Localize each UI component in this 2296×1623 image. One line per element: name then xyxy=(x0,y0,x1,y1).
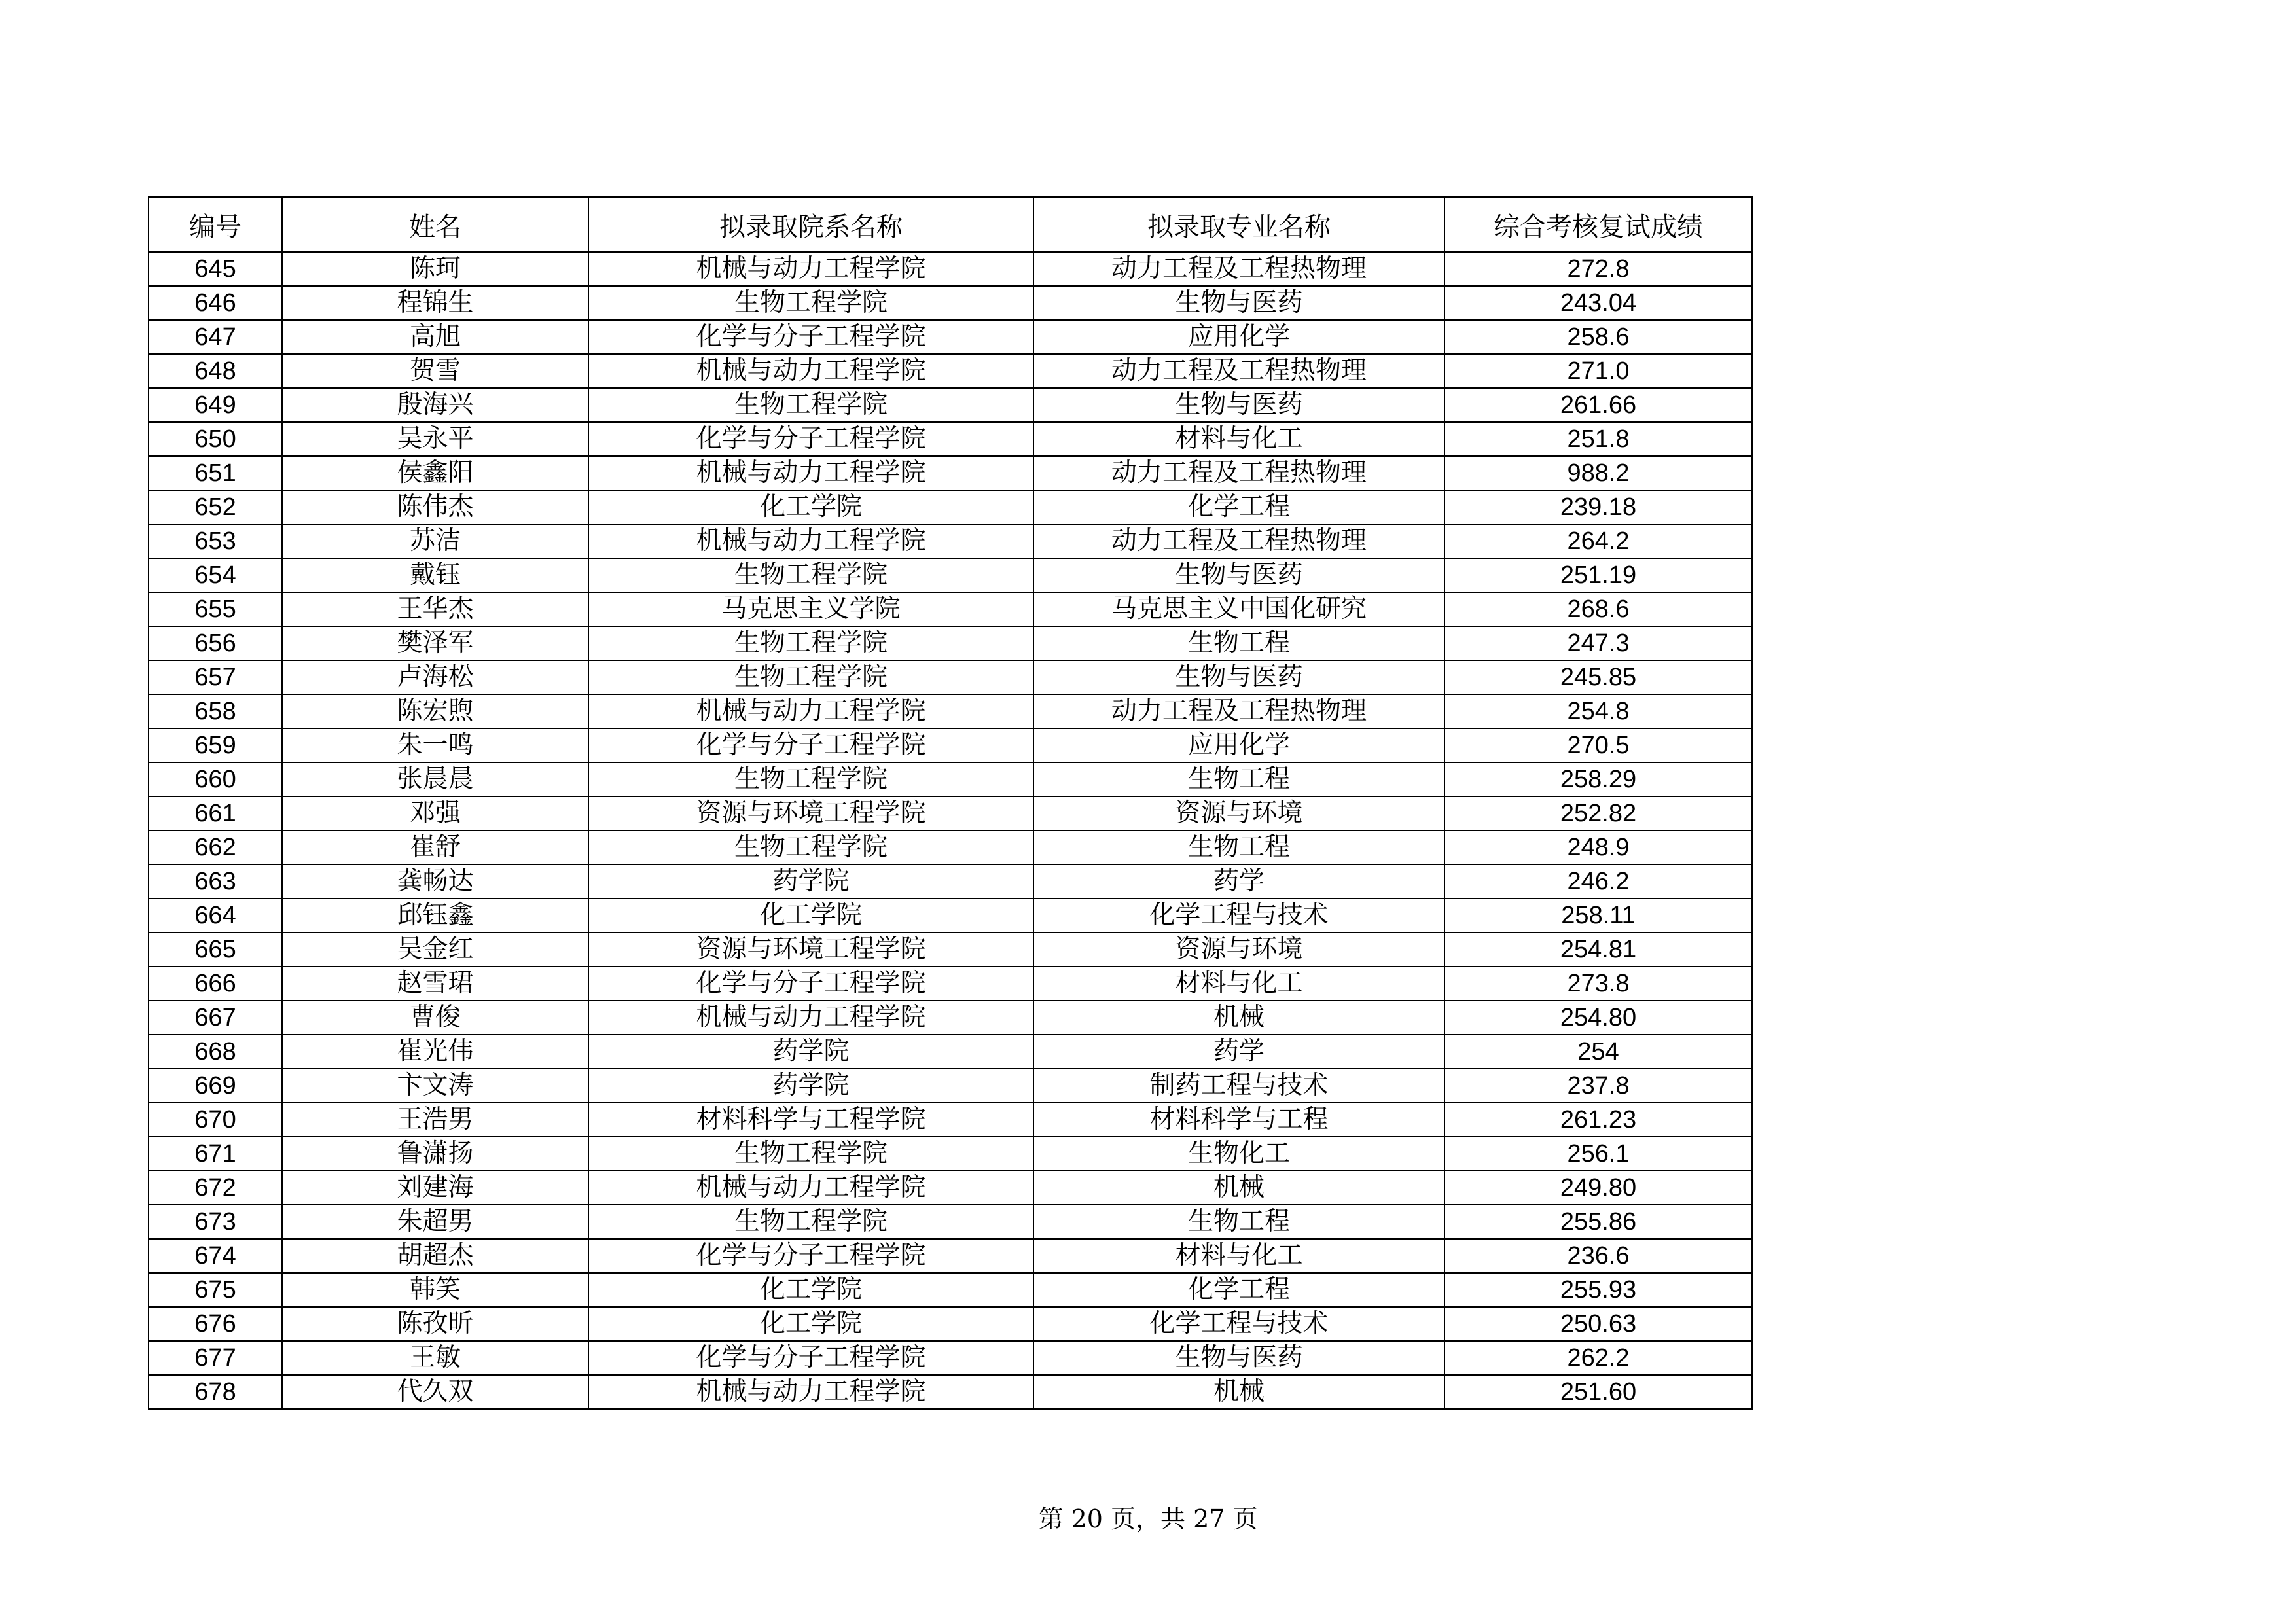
table-row xyxy=(149,933,1752,967)
cell-id: 646 xyxy=(149,286,282,320)
cell-major: 生物与医药 xyxy=(1033,660,1444,694)
cell-name: 高旭 xyxy=(282,320,588,354)
cell-id: 647 xyxy=(149,320,282,354)
cell-score: 245.85 xyxy=(1444,660,1752,694)
cell-major: 材料科学与工程 xyxy=(1033,1103,1444,1137)
cell-school: 化工学院 xyxy=(588,899,1033,933)
cell-score: 261.23 xyxy=(1444,1103,1752,1137)
cell-name: 程锦生 xyxy=(282,286,588,320)
table-row xyxy=(149,1307,1752,1341)
cell-id: 657 xyxy=(149,660,282,694)
cell-name: 陈孜昕 xyxy=(282,1307,588,1341)
cell-name: 侯鑫阳 xyxy=(282,456,588,490)
cell-name: 吴永平 xyxy=(282,422,588,456)
cell-name: 陈宏煦 xyxy=(282,694,588,728)
cell-major: 制药工程与技术 xyxy=(1033,1069,1444,1103)
cell-major: 马克思主义中国化研究 xyxy=(1033,592,1444,626)
page-number-footer: 第 20 页，共 27 页 xyxy=(1038,1505,1258,1533)
table-row xyxy=(149,1001,1752,1035)
cell-school: 药学院 xyxy=(588,1035,1033,1069)
table-row xyxy=(149,660,1752,694)
cell-score: 252.82 xyxy=(1444,796,1752,830)
cell-school: 生物工程学院 xyxy=(588,660,1033,694)
cell-id: 654 xyxy=(149,558,282,592)
cell-id: 673 xyxy=(149,1205,282,1239)
cell-name: 陈伟杰 xyxy=(282,490,588,524)
table-row xyxy=(149,558,1752,592)
cell-name: 赵雪珺 xyxy=(282,967,588,1001)
cell-major: 药学 xyxy=(1033,865,1444,899)
table-row xyxy=(149,1205,1752,1239)
cell-school: 机械与动力工程学院 xyxy=(588,354,1033,388)
cell-id: 659 xyxy=(149,728,282,762)
table-row xyxy=(149,422,1752,456)
cell-name: 王华杰 xyxy=(282,592,588,626)
cell-school: 机械与动力工程学院 xyxy=(588,694,1033,728)
cell-id: 653 xyxy=(149,524,282,558)
cell-score: 254.80 xyxy=(1444,1001,1752,1035)
cell-score: 258.29 xyxy=(1444,762,1752,796)
table-row xyxy=(149,592,1752,626)
cell-id: 672 xyxy=(149,1171,282,1205)
cell-major: 动力工程及工程热物理 xyxy=(1033,354,1444,388)
cell-major: 应用化学 xyxy=(1033,320,1444,354)
cell-id: 663 xyxy=(149,865,282,899)
cell-name: 苏洁 xyxy=(282,524,588,558)
cell-score: 247.3 xyxy=(1444,626,1752,660)
cell-major: 资源与环境 xyxy=(1033,796,1444,830)
cell-id: 670 xyxy=(149,1103,282,1137)
table-row xyxy=(149,865,1752,899)
cell-name: 戴钰 xyxy=(282,558,588,592)
cell-major: 资源与环境 xyxy=(1033,933,1444,967)
column-header-score: 综合考核复试成绩 xyxy=(1444,197,1752,252)
table-row xyxy=(149,762,1752,796)
cell-major: 生物与医药 xyxy=(1033,388,1444,422)
table-row xyxy=(149,1035,1752,1069)
cell-id: 661 xyxy=(149,796,282,830)
cell-name: 崔舒 xyxy=(282,830,588,865)
table-row xyxy=(149,456,1752,490)
cell-score: 250.63 xyxy=(1444,1307,1752,1341)
cell-major: 化学工程 xyxy=(1033,490,1444,524)
cell-name: 樊泽军 xyxy=(282,626,588,660)
cell-major: 生物与医药 xyxy=(1033,286,1444,320)
cell-name: 王浩男 xyxy=(282,1103,588,1137)
table-row xyxy=(149,286,1752,320)
cell-score: 251.19 xyxy=(1444,558,1752,592)
cell-school: 化学与分子工程学院 xyxy=(588,1239,1033,1273)
cell-name: 王敏 xyxy=(282,1341,588,1375)
cell-major: 材料与化工 xyxy=(1033,422,1444,456)
cell-id: 651 xyxy=(149,456,282,490)
cell-score: 236.6 xyxy=(1444,1239,1752,1273)
cell-major: 生物与医药 xyxy=(1033,1341,1444,1375)
column-header-school: 拟录取院系名称 xyxy=(588,197,1033,252)
cell-name: 崔光伟 xyxy=(282,1035,588,1069)
cell-score: 268.6 xyxy=(1444,592,1752,626)
cell-school: 生物工程学院 xyxy=(588,1205,1033,1239)
cell-school: 化工学院 xyxy=(588,1273,1033,1307)
cell-score: 254 xyxy=(1444,1035,1752,1069)
cell-id: 665 xyxy=(149,933,282,967)
cell-score: 270.5 xyxy=(1444,728,1752,762)
cell-school: 机械与动力工程学院 xyxy=(588,1375,1033,1409)
cell-score: 255.93 xyxy=(1444,1273,1752,1307)
cell-id: 662 xyxy=(149,830,282,865)
cell-id: 668 xyxy=(149,1035,282,1069)
cell-school: 化学与分子工程学院 xyxy=(588,422,1033,456)
cell-school: 机械与动力工程学院 xyxy=(588,252,1033,286)
cell-school: 资源与环境工程学院 xyxy=(588,933,1033,967)
cell-major: 化学工程与技术 xyxy=(1033,899,1444,933)
cell-school: 生物工程学院 xyxy=(588,558,1033,592)
cell-id: 678 xyxy=(149,1375,282,1409)
cell-score: 243.04 xyxy=(1444,286,1752,320)
cell-name: 殷海兴 xyxy=(282,388,588,422)
cell-school: 生物工程学院 xyxy=(588,286,1033,320)
cell-school: 机械与动力工程学院 xyxy=(588,524,1033,558)
cell-id: 667 xyxy=(149,1001,282,1035)
cell-id: 671 xyxy=(149,1137,282,1171)
cell-name: 鲁潇扬 xyxy=(282,1137,588,1171)
table-row xyxy=(149,1341,1752,1375)
cell-name: 陈珂 xyxy=(282,252,588,286)
table-row xyxy=(149,830,1752,865)
cell-school: 马克思主义学院 xyxy=(588,592,1033,626)
column-header-name: 姓名 xyxy=(282,197,588,252)
cell-id: 677 xyxy=(149,1341,282,1375)
table-row xyxy=(149,524,1752,558)
cell-school: 化学与分子工程学院 xyxy=(588,320,1033,354)
table-row xyxy=(149,1069,1752,1103)
cell-name: 卞文涛 xyxy=(282,1069,588,1103)
admission-score-table xyxy=(148,196,1753,1410)
cell-school: 机械与动力工程学院 xyxy=(588,1001,1033,1035)
cell-major: 材料与化工 xyxy=(1033,1239,1444,1273)
table-row xyxy=(149,694,1752,728)
table-row xyxy=(149,626,1752,660)
cell-major: 动力工程及工程热物理 xyxy=(1033,524,1444,558)
cell-score: 271.0 xyxy=(1444,354,1752,388)
cell-school: 生物工程学院 xyxy=(588,626,1033,660)
cell-major: 化学工程 xyxy=(1033,1273,1444,1307)
cell-school: 生物工程学院 xyxy=(588,1137,1033,1171)
cell-major: 动力工程及工程热物理 xyxy=(1033,456,1444,490)
cell-major: 生物化工 xyxy=(1033,1137,1444,1171)
cell-major: 机械 xyxy=(1033,1001,1444,1035)
cell-major: 生物与医药 xyxy=(1033,558,1444,592)
table-row xyxy=(149,1273,1752,1307)
cell-score: 255.86 xyxy=(1444,1205,1752,1239)
cell-id: 650 xyxy=(149,422,282,456)
cell-name: 龚畅达 xyxy=(282,865,588,899)
column-header-id: 编号 xyxy=(149,197,282,252)
cell-school: 机械与动力工程学院 xyxy=(588,1171,1033,1205)
cell-id: 674 xyxy=(149,1239,282,1273)
cell-id: 664 xyxy=(149,899,282,933)
cell-name: 朱一鸣 xyxy=(282,728,588,762)
column-header-major: 拟录取专业名称 xyxy=(1033,197,1444,252)
table-row xyxy=(149,354,1752,388)
cell-id: 656 xyxy=(149,626,282,660)
cell-score: 256.1 xyxy=(1444,1137,1752,1171)
cell-score: 258.11 xyxy=(1444,899,1752,933)
cell-score: 988.2 xyxy=(1444,456,1752,490)
table-row xyxy=(149,796,1752,830)
cell-major: 材料与化工 xyxy=(1033,967,1444,1001)
cell-score: 248.9 xyxy=(1444,830,1752,865)
cell-major: 化学工程与技术 xyxy=(1033,1307,1444,1341)
cell-school: 生物工程学院 xyxy=(588,830,1033,865)
table-row xyxy=(149,252,1752,286)
cell-name: 邱钰鑫 xyxy=(282,899,588,933)
cell-name: 韩笑 xyxy=(282,1273,588,1307)
cell-id: 645 xyxy=(149,252,282,286)
cell-major: 机械 xyxy=(1033,1375,1444,1409)
cell-id: 658 xyxy=(149,694,282,728)
cell-name: 胡超杰 xyxy=(282,1239,588,1273)
cell-school: 生物工程学院 xyxy=(588,762,1033,796)
table-body xyxy=(149,252,1752,1409)
table-row xyxy=(149,1375,1752,1409)
cell-score: 261.66 xyxy=(1444,388,1752,422)
cell-score: 262.2 xyxy=(1444,1341,1752,1375)
cell-major: 动力工程及工程热物理 xyxy=(1033,252,1444,286)
cell-score: 251.60 xyxy=(1444,1375,1752,1409)
cell-score: 237.8 xyxy=(1444,1069,1752,1103)
cell-school: 生物工程学院 xyxy=(588,388,1033,422)
cell-major: 生物工程 xyxy=(1033,626,1444,660)
cell-score: 254.8 xyxy=(1444,694,1752,728)
cell-major: 生物工程 xyxy=(1033,1205,1444,1239)
cell-name: 曹俊 xyxy=(282,1001,588,1035)
cell-major: 药学 xyxy=(1033,1035,1444,1069)
cell-score: 254.81 xyxy=(1444,933,1752,967)
cell-major: 应用化学 xyxy=(1033,728,1444,762)
cell-id: 676 xyxy=(149,1307,282,1341)
cell-score: 258.6 xyxy=(1444,320,1752,354)
table-row xyxy=(149,1171,1752,1205)
cell-name: 刘建海 xyxy=(282,1171,588,1205)
cell-school: 资源与环境工程学院 xyxy=(588,796,1033,830)
table-row xyxy=(149,1137,1752,1171)
cell-name: 吴金红 xyxy=(282,933,588,967)
cell-id: 648 xyxy=(149,354,282,388)
cell-score: 272.8 xyxy=(1444,252,1752,286)
cell-name: 朱超男 xyxy=(282,1205,588,1239)
cell-id: 660 xyxy=(149,762,282,796)
cell-score: 273.8 xyxy=(1444,967,1752,1001)
cell-name: 邓强 xyxy=(282,796,588,830)
cell-school: 化学与分子工程学院 xyxy=(588,967,1033,1001)
cell-school: 化工学院 xyxy=(588,1307,1033,1341)
table-row xyxy=(149,728,1752,762)
table-row xyxy=(149,490,1752,524)
cell-score: 239.18 xyxy=(1444,490,1752,524)
cell-school: 药学院 xyxy=(588,1069,1033,1103)
table-row xyxy=(149,1239,1752,1273)
cell-score: 251.8 xyxy=(1444,422,1752,456)
cell-major: 机械 xyxy=(1033,1171,1444,1205)
cell-major: 生物工程 xyxy=(1033,830,1444,865)
cell-score: 264.2 xyxy=(1444,524,1752,558)
cell-school: 化工学院 xyxy=(588,490,1033,524)
cell-score: 249.80 xyxy=(1444,1171,1752,1205)
cell-school: 材料科学与工程学院 xyxy=(588,1103,1033,1137)
cell-id: 669 xyxy=(149,1069,282,1103)
cell-major: 动力工程及工程热物理 xyxy=(1033,694,1444,728)
cell-school: 化学与分子工程学院 xyxy=(588,728,1033,762)
cell-id: 655 xyxy=(149,592,282,626)
cell-name: 张晨晨 xyxy=(282,762,588,796)
table-row xyxy=(149,899,1752,933)
table-row xyxy=(149,388,1752,422)
cell-school: 药学院 xyxy=(588,865,1033,899)
cell-score: 246.2 xyxy=(1444,865,1752,899)
table-row xyxy=(149,967,1752,1001)
cell-id: 675 xyxy=(149,1273,282,1307)
cell-name: 代久双 xyxy=(282,1375,588,1409)
cell-id: 666 xyxy=(149,967,282,1001)
cell-id: 649 xyxy=(149,388,282,422)
cell-school: 机械与动力工程学院 xyxy=(588,456,1033,490)
cell-name: 卢海松 xyxy=(282,660,588,694)
cell-id: 652 xyxy=(149,490,282,524)
table-row xyxy=(149,1103,1752,1137)
cell-school: 化学与分子工程学院 xyxy=(588,1341,1033,1375)
table-header-row xyxy=(149,197,1752,252)
cell-name: 贺雪 xyxy=(282,354,588,388)
cell-major: 生物工程 xyxy=(1033,762,1444,796)
table-row xyxy=(149,320,1752,354)
